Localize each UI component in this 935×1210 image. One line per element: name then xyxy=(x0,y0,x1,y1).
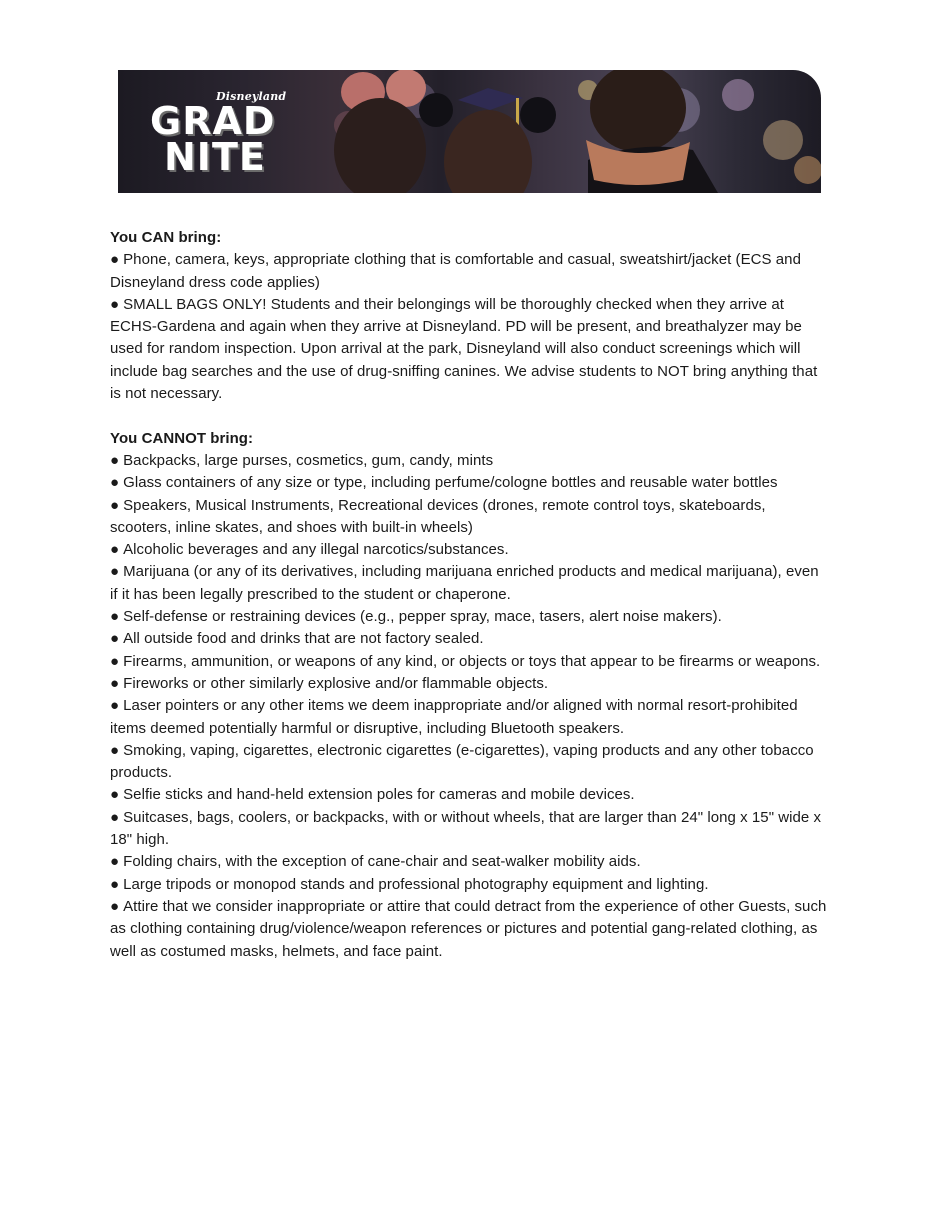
bullet-icon: ● xyxy=(110,808,120,826)
list-item-text: Suitcases, bags, coolers, or backpacks, with or without wheels, that are larger than 24" long x 15" wide x 18" high. xyxy=(110,808,822,849)
list-item-text: Self-defense or restraining devices (e.g., pepper spray, mace, tasers, alert noise makers). xyxy=(123,608,722,626)
list-item xyxy=(110,628,830,650)
bullet-icon: ● xyxy=(110,630,120,648)
bullet-icon: ● xyxy=(110,674,120,692)
section-spacer xyxy=(110,405,830,427)
logo-line-nite: NITE xyxy=(164,135,266,179)
list-item xyxy=(110,561,830,606)
bullet-icon: ● xyxy=(110,451,120,469)
bullet-icon: ● xyxy=(110,853,120,871)
list-item xyxy=(110,740,830,785)
bullet-icon: ● xyxy=(110,496,120,514)
list-item xyxy=(110,539,830,561)
logo-brand-text: Disneyland xyxy=(216,90,287,103)
bullet-icon: ● xyxy=(110,652,120,670)
bullet-icon: ● xyxy=(110,541,120,559)
bullet-icon: ● xyxy=(110,563,120,581)
list-item xyxy=(110,651,830,673)
section-heading: You CANNOT bring: xyxy=(110,429,254,447)
list-item xyxy=(110,472,830,494)
list-item xyxy=(110,249,830,294)
logo-line-grad: GRAD xyxy=(150,99,276,143)
list-item xyxy=(110,450,830,472)
list-item-text: Laser pointers or any other items we deem inappropriate and/or aligned with normal resort-prohibited items deemed potentially harmful or disruptive, including Bluetooth speakers. xyxy=(110,697,798,737)
list-item-text: Folding chairs, with the exception of cane-chair and seat-walker mobility aids. xyxy=(123,853,641,871)
bullet-icon: ● xyxy=(110,608,120,626)
list-item xyxy=(110,495,830,540)
list-item xyxy=(110,294,830,405)
list-item xyxy=(110,896,830,963)
list-item xyxy=(110,673,830,695)
bullet-icon: ● xyxy=(110,875,120,893)
list-item-text: Selfie sticks and hand-held extension poles for cameras and mobile devices. xyxy=(123,786,635,804)
list-item-text: Phone, camera, keys, appropriate clothing that is comfortable and casual, sweatshirt/jacket (ECS and Disneyland dress code applies) xyxy=(110,251,801,291)
list-item xyxy=(110,851,830,873)
document-body xyxy=(110,227,830,963)
bullet-icon: ● xyxy=(110,474,120,492)
list-item xyxy=(110,874,830,896)
list-item-text: Firearms, ammunition, or weapons of any kind, or objects or toys that appear to be firearms or weapons. xyxy=(123,652,821,670)
list-item-text: Marijuana (or any of its derivatives, including marijuana enriched products and medical marijuana), even if it has been legally prescribed to the student or chaperone. xyxy=(110,563,819,603)
cannot-bring-section xyxy=(110,428,830,963)
grad-nite-banner xyxy=(118,70,821,193)
list-item-text: Smoking, vaping, cigarettes, electronic cigarettes (e-cigarettes), vaping products and any other tobacco products. xyxy=(110,741,814,782)
list-item xyxy=(110,606,830,628)
list-item-text: Alcoholic beverages and any illegal narcotics/substances. xyxy=(123,541,509,559)
bullet-icon: ● xyxy=(110,741,120,759)
bullet-icon: ● xyxy=(110,897,120,915)
bullet-icon: ● xyxy=(110,251,120,269)
list-item-text: Large tripods or monopod stands and professional photography equipment and lighting. xyxy=(123,875,709,893)
list-item-text: SMALL BAGS ONLY! Students and their belongings will be thoroughly checked when they arrive at ECHS-Gardena and again when they arrive at Disneyland. PD will be present, and breathalyzer may be used for random inspection. Upon arrival at the park, Disneyland will also conduct screenings which will include bag searches and the use of drug-sniffing canines. We advise students to NOT bring anything that is not necessary. xyxy=(110,295,818,403)
list-item-text: Backpacks, large purses, cosmetics, gum, candy, mints xyxy=(123,451,494,469)
grad-nite-logo xyxy=(140,88,290,180)
list-item xyxy=(110,807,830,852)
bullet-icon: ● xyxy=(110,697,120,715)
list-item-text: Attire that we consider inappropriate or attire that could detract from the experience of other Guests, such as clothing containing drug/violence/weapon references or pictures and potential gang-related clothing, as well as costumed masks, helmets, and face paint. xyxy=(110,897,827,960)
list-item-text: Speakers, Musical Instruments, Recreational devices (drones, remote control toys, skateboards, scooters, inline skates, and shoes with built-in wheels) xyxy=(110,496,766,536)
list-item-text: All outside food and drinks that are not factory sealed. xyxy=(123,630,484,648)
can-bring-section xyxy=(110,227,830,405)
section-heading: You CAN bring: xyxy=(110,229,222,246)
list-item xyxy=(110,784,830,806)
list-item xyxy=(110,695,830,740)
bullet-icon: ● xyxy=(110,295,120,313)
bullet-icon: ● xyxy=(110,786,120,804)
list-item-text: Fireworks or other similarly explosive and/or flammable objects. xyxy=(123,674,549,692)
list-item-text: Glass containers of any size or type, including perfume/cologne bottles and reusable water bottles xyxy=(123,474,778,492)
